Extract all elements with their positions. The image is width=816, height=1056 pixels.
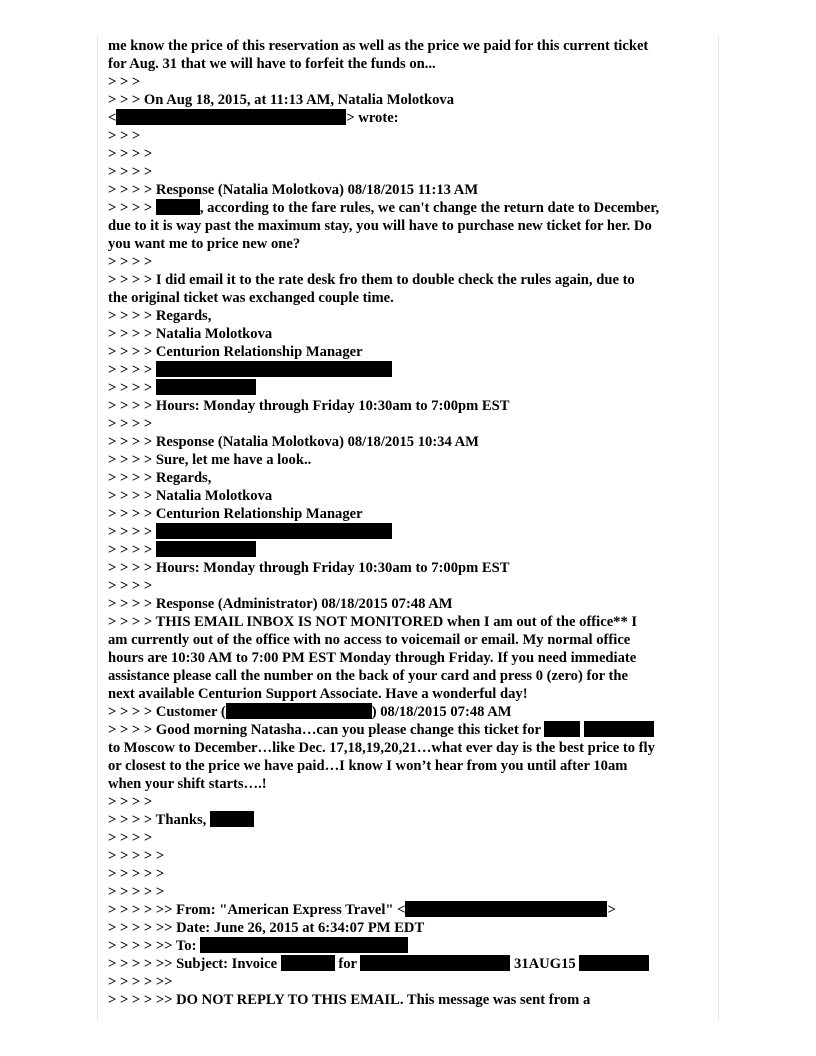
email-line	[108, 721, 718, 739]
line-text: > > > > Sure, let me have a look..	[108, 452, 312, 468]
email-line	[108, 91, 718, 109]
email-line	[108, 685, 718, 703]
line-text: due to it is way past the maximum stay, you will have to purchase new ticket for her. Do	[108, 218, 652, 234]
line-text: > > > > Regards,	[108, 308, 212, 324]
redaction-block	[156, 361, 392, 377]
line-text: > > > > Natalia Molotkova	[108, 326, 273, 342]
email-line	[108, 829, 718, 847]
email-line	[108, 271, 718, 289]
line-text: > > > > Hours: Monday through Friday 10:30am to 7:00pm EST	[108, 560, 510, 576]
line-text: , according to the fare rules, we can't change the return date to December,	[199, 200, 660, 216]
email-line	[108, 361, 718, 379]
email-line	[108, 343, 718, 361]
line-text: > > > >	[108, 164, 153, 180]
line-text: >	[607, 902, 616, 918]
redaction-block	[584, 721, 654, 737]
line-text: when your shift starts….!	[108, 776, 267, 792]
line-text: for	[334, 956, 361, 972]
email-line	[108, 919, 718, 937]
redaction-block	[360, 955, 510, 971]
email-line	[108, 739, 718, 757]
line-text: > > > > THIS EMAIL INBOX IS NOT MONITORED when I am out of the office** I	[108, 614, 638, 630]
line-text: > > > > Centurion Relationship Manager	[108, 344, 363, 360]
email-line	[108, 451, 718, 469]
line-text: > > > > Response (Natalia Molotkova) 08/18/2015 11:13 AM	[108, 182, 479, 198]
email-line	[108, 433, 718, 451]
redaction-block	[156, 379, 256, 395]
email-line	[108, 127, 718, 145]
email-line	[108, 667, 718, 685]
email-line	[108, 883, 718, 901]
email-line	[108, 379, 718, 397]
email-line	[108, 469, 718, 487]
email-line	[108, 577, 718, 595]
line-text: > > >	[108, 128, 141, 144]
email-line	[108, 487, 718, 505]
line-text: > > > >	[108, 254, 153, 270]
email-line	[108, 37, 718, 55]
line-text: > > > > Hours: Monday through Friday 10:30am to 7:00pm EST	[108, 398, 510, 414]
email-line	[108, 937, 718, 955]
line-text: ) 08/18/2015 07:48 AM	[371, 704, 512, 720]
line-text: assistance please call the number on the back of your card and press 0 (zero) for the	[108, 668, 628, 684]
email-line	[108, 703, 718, 721]
line-text: > > > > >>	[108, 974, 173, 990]
line-text: > > > > Response (Administrator) 08/18/2015 07:48 AM	[108, 596, 453, 612]
line-text: to Moscow to December…like Dec. 17,18,19,20,21…what ever day is the best price to fly	[108, 740, 655, 756]
line-text: > > > > >	[108, 866, 165, 882]
email-line	[108, 235, 718, 253]
line-text: > > > > >> Subject: Invoice	[108, 956, 281, 972]
email-thread-body	[108, 37, 718, 1009]
line-text: > > >	[108, 74, 141, 90]
email-line	[108, 901, 718, 919]
redaction-block	[281, 955, 335, 971]
redaction-block	[544, 721, 580, 737]
line-text: > > > > >> To:	[108, 938, 201, 954]
line-text: > > > On Aug 18, 2015, at 11:13 AM, Natalia Molotkova	[108, 92, 455, 108]
line-text: for Aug. 31 that we will have to forfeit the funds on...	[108, 56, 436, 72]
email-line	[108, 775, 718, 793]
email-line	[108, 199, 718, 217]
line-text: > > > > Thanks,	[108, 812, 210, 828]
email-line	[108, 217, 718, 235]
email-line	[108, 991, 718, 1009]
email-line	[108, 181, 718, 199]
email-line	[108, 289, 718, 307]
line-text: > > > > Good morning Natasha…can you please change this ticket for	[108, 722, 545, 738]
email-line	[108, 847, 718, 865]
line-text: > > > > I did email it to the rate desk fro them to double check the rules again, due to	[108, 272, 635, 288]
line-text: > > > >	[108, 380, 156, 396]
line-text: > > > >	[108, 830, 153, 846]
line-text: > > > > >	[108, 884, 165, 900]
line-text: > > > > Regards,	[108, 470, 212, 486]
redaction-block	[156, 523, 392, 539]
email-line	[108, 793, 718, 811]
page-border-right	[718, 36, 719, 1020]
line-text: > > > >	[108, 146, 153, 162]
line-text: > > > >	[108, 794, 153, 810]
email-line	[108, 559, 718, 577]
line-text: > > > > Customer (	[108, 704, 226, 720]
email-line	[108, 307, 718, 325]
email-line	[108, 145, 718, 163]
line-text: > > > > >> Date: June 26, 2015 at 6:34:07 PM EDT	[108, 920, 425, 936]
email-line	[108, 505, 718, 523]
line-text: > > > >	[108, 200, 156, 216]
redaction-block	[579, 955, 649, 971]
email-line	[108, 865, 718, 883]
line-text: > > > > Response (Natalia Molotkova) 08/18/2015 10:34 AM	[108, 434, 479, 450]
email-line	[108, 397, 718, 415]
line-text: > > > > >> DO NOT REPLY TO THIS EMAIL. This message was sent from a	[108, 992, 591, 1008]
line-text: you want me to price new one?	[108, 236, 301, 252]
line-text: the original ticket was exchanged couple time.	[108, 290, 394, 306]
email-line	[108, 595, 718, 613]
email-line	[108, 163, 718, 181]
line-text: or closest to the price we have paid…I know I won’t hear from you until after 10am	[108, 758, 628, 774]
email-line	[108, 415, 718, 433]
line-text: <	[108, 110, 117, 126]
line-text: am currently out of the office with no access to voicemail or email. My normal office	[108, 632, 631, 648]
email-line	[108, 253, 718, 271]
line-text: > > > >	[108, 524, 156, 540]
email-line	[108, 973, 718, 991]
redaction-block	[226, 703, 372, 719]
line-text: 31AUG15	[510, 956, 580, 972]
email-line	[108, 523, 718, 541]
line-text: > > > >	[108, 542, 156, 558]
redaction-block	[210, 811, 254, 827]
redaction-block	[156, 199, 200, 215]
email-line	[108, 757, 718, 775]
email-line	[108, 955, 718, 973]
line-text: next available Centurion Support Associate. Have a wonderful day!	[108, 686, 528, 702]
email-line	[108, 631, 718, 649]
page-border-left	[97, 36, 98, 1020]
redaction-block	[116, 109, 346, 125]
redaction-block	[156, 541, 256, 557]
line-text: > > > > >> From: "American Express Travel" <	[108, 902, 406, 918]
email-line	[108, 73, 718, 91]
line-text: me know the price of this reservation as well as the price we paid for this current ticket	[108, 38, 649, 54]
email-line	[108, 649, 718, 667]
line-text: hours are 10:30 AM to 7:00 PM EST Monday through Friday. If you need immediate	[108, 650, 637, 666]
line-text: > > > >	[108, 362, 156, 378]
line-text: > > > > Centurion Relationship Manager	[108, 506, 363, 522]
line-text: > > > >	[108, 578, 153, 594]
redaction-block	[200, 937, 408, 953]
email-line	[108, 109, 718, 127]
line-text: > > > > Natalia Molotkova	[108, 488, 273, 504]
redaction-block	[405, 901, 607, 917]
line-text: > wrote:	[346, 110, 399, 126]
email-line	[108, 325, 718, 343]
line-text: > > > >	[108, 416, 153, 432]
email-line	[108, 613, 718, 631]
email-line	[108, 55, 718, 73]
email-line	[108, 811, 718, 829]
line-text: > > > > >	[108, 848, 165, 864]
email-line	[108, 541, 718, 559]
